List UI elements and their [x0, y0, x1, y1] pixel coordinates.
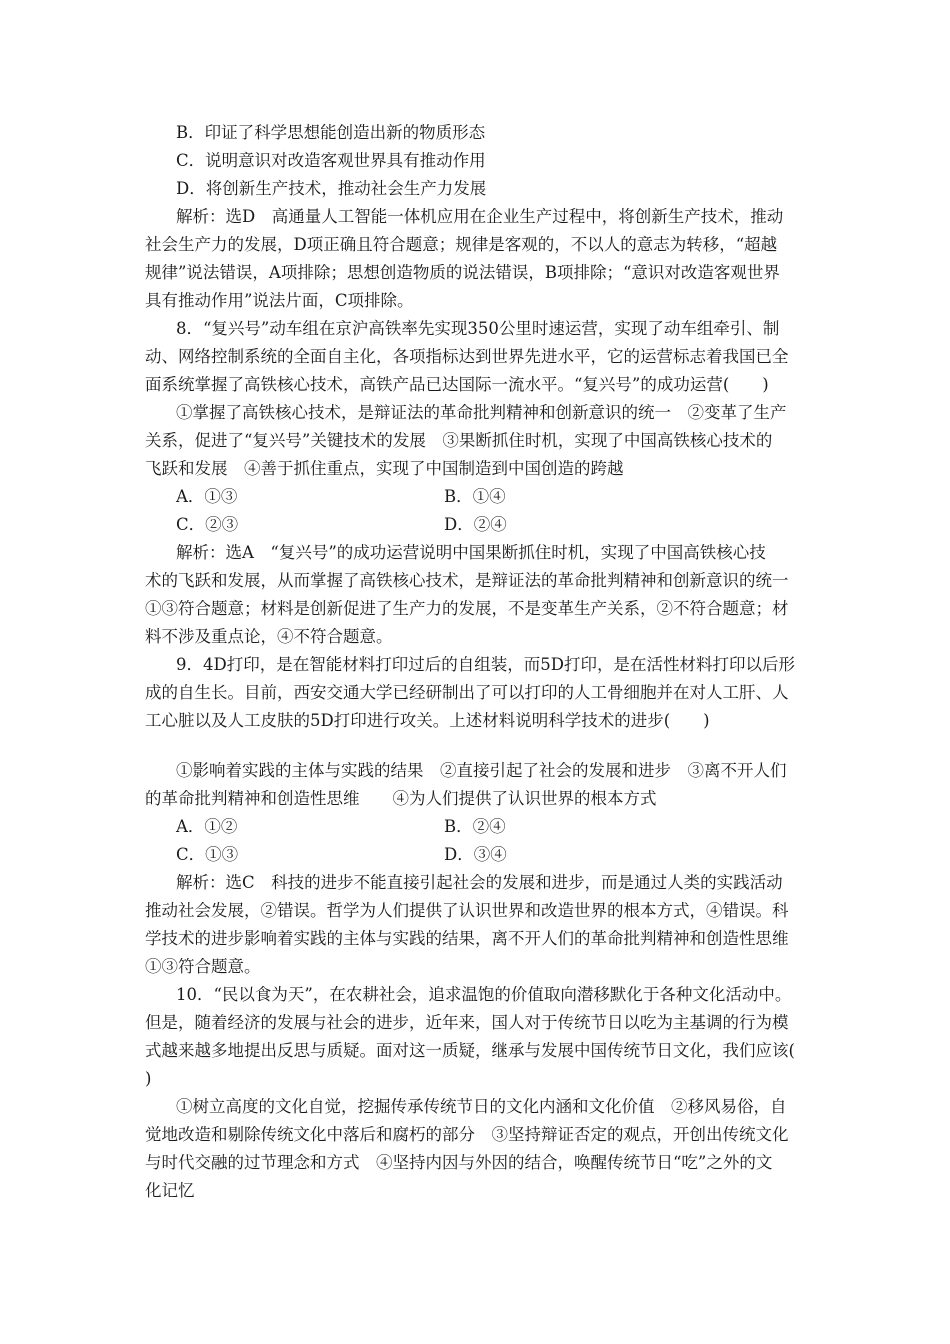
question-10-line4: ) — [145, 1069, 152, 1088]
question-9-line1: 9．4D打印，是在智能材料打印过后的自组装，而5D打印，是在活性材料打印以后形 — [176, 655, 795, 674]
analysis-q9-line1: 解析：选C 科技的进步不能直接引起社会的发展和进步，而是通过人类的实践活动 — [176, 873, 783, 892]
q9-option-a: A．①② — [176, 817, 238, 836]
q8-option-c: C．②③ — [176, 515, 239, 534]
question-8-line3: 面系统掌握了高铁核心技术，高铁产品已达国际一流水平。“复兴号”的成功运营( ) — [145, 375, 769, 394]
analysis-q8-line1: 解析：选A “复兴号”的成功运营说明中国果断抓住时机，实现了中国高铁核心技 — [176, 543, 766, 562]
q8-statements-line1: ①掌握了高铁核心技术，是辩证法的革命批判精神和创新意识的统一 ②变革了生产 — [176, 403, 787, 422]
analysis-q7-line3: 规律”说法错误，A项排除；思想创造物质的说法错误，B项排除；“意识对改造客观世界 — [145, 263, 780, 282]
q8-option-b: B．①④ — [444, 487, 506, 506]
analysis-q8-line4: 料不涉及重点论，④不符合题意。 — [145, 627, 393, 646]
option-c-q7: C．说明意识对改造客观世界具有推动作用 — [176, 151, 486, 170]
q8-option-a: A．①③ — [176, 487, 238, 506]
q10-statements-line4: 化记忆 — [145, 1181, 195, 1200]
q10-statements-line1: ①树立高度的文化自觉，挖掘传承传统节日的文化内涵和文化价值 ②移风易俗，自 — [176, 1097, 787, 1116]
analysis-q9-line4: ①③符合题意。 — [145, 957, 261, 976]
option-d-q7: D．将创新生产技术，推动社会生产力发展 — [176, 179, 487, 198]
q9-statements-line2: 的革命批判精神和创造性思维 ④为人们提供了认识世界的根本方式 — [145, 789, 657, 808]
question-8-line2: 动、网络控制系统的全面自主化，各项指标达到世界先进水平，它的运营标志着我国已全 — [145, 347, 789, 366]
question-10-line2: 但是，随着经济的发展与社会的进步，近年来，国人对于传统节日以吃为主基调的行为模 — [145, 1013, 789, 1032]
analysis-q7-line4: 具有推动作用”说法片面，C项排除。 — [145, 291, 414, 310]
q8-statements-line2: 关系，促进了“复兴号”关键技术的发展 ③果断抓住时机，实现了中国高铁核心技术的 — [145, 431, 773, 450]
q8-option-d: D．②④ — [444, 515, 507, 534]
q10-statements-line3: 与时代交融的过节理念和方式 ④坚持内因与外因的结合，唤醒传统节日“吃”之外的文 — [145, 1153, 773, 1172]
analysis-q9-line3: 学技术的进步影响着实践的主体与实践的结果，离不开人们的革命批判精神和创造性思维 — [145, 929, 789, 948]
q9-option-d: D．③④ — [444, 845, 507, 864]
analysis-q8-line3: ①③符合题意；材料是创新促进了生产力的发展，不是变革生产关系，②不符合题意；材 — [145, 599, 789, 618]
q8-statements-line3: 飞跃和发展 ④善于抓住重点，实现了中国制造到中国创造的跨越 — [145, 459, 624, 478]
q9-statements-line1: ①影响着实践的主体与实践的结果 ②直接引起了社会的发展和进步 ③离不开人们 — [176, 761, 787, 780]
option-b-q7: B．印证了科学思想能创造出新的物质形态 — [176, 123, 486, 142]
analysis-q7-line2: 社会生产力的发展，D项正确且符合题意；规律是客观的，不以人的意志为转移，“超越 — [145, 235, 778, 254]
analysis-q9-line2: 推动社会发展，②错误。哲学为人们提供了认识世界和改造世界的根本方式，④错误。科 — [145, 901, 789, 920]
q10-statements-line2: 觉地改造和剔除传统文化中落后和腐朽的部分 ③坚持辩证否定的观点，开创出传统文化 — [145, 1125, 789, 1144]
analysis-q7-line1: 解析：选D 高通量人工智能一体机应用在企业生产过程中，将创新生产技术，推动 — [176, 207, 784, 226]
question-9-line2: 成的自生长。目前，西安交通大学已经研制出了可以打印的人工骨细胞并在对人工肝、人 — [145, 683, 789, 702]
question-9-line3: 工心脏以及人工皮肤的5D打印进行攻关。上述材料说明科学技术的进步( ) — [145, 711, 710, 730]
q9-option-c: C．①③ — [176, 845, 239, 864]
question-10-line1: 10．“民以食为天”，在农耕社会，追求温饱的价值取向潜移默化于各种文化活动中。 — [176, 985, 792, 1004]
question-8-line1: 8．“复兴号”动车组在京沪高铁率先实现350公里时速运营，实现了动车组牵引、制 — [176, 319, 780, 338]
question-10-line3: 式越来越多地提出反思与质疑。面对这一质疑，继承与发展中国传统节日文化，我们应该( — [145, 1041, 795, 1060]
analysis-q8-line2: 术的飞跃和发展，从而掌握了高铁核心技术，是辩证法的革命批判精神和创新意识的统一 — [145, 571, 789, 590]
q9-option-b: B．②④ — [444, 817, 506, 836]
